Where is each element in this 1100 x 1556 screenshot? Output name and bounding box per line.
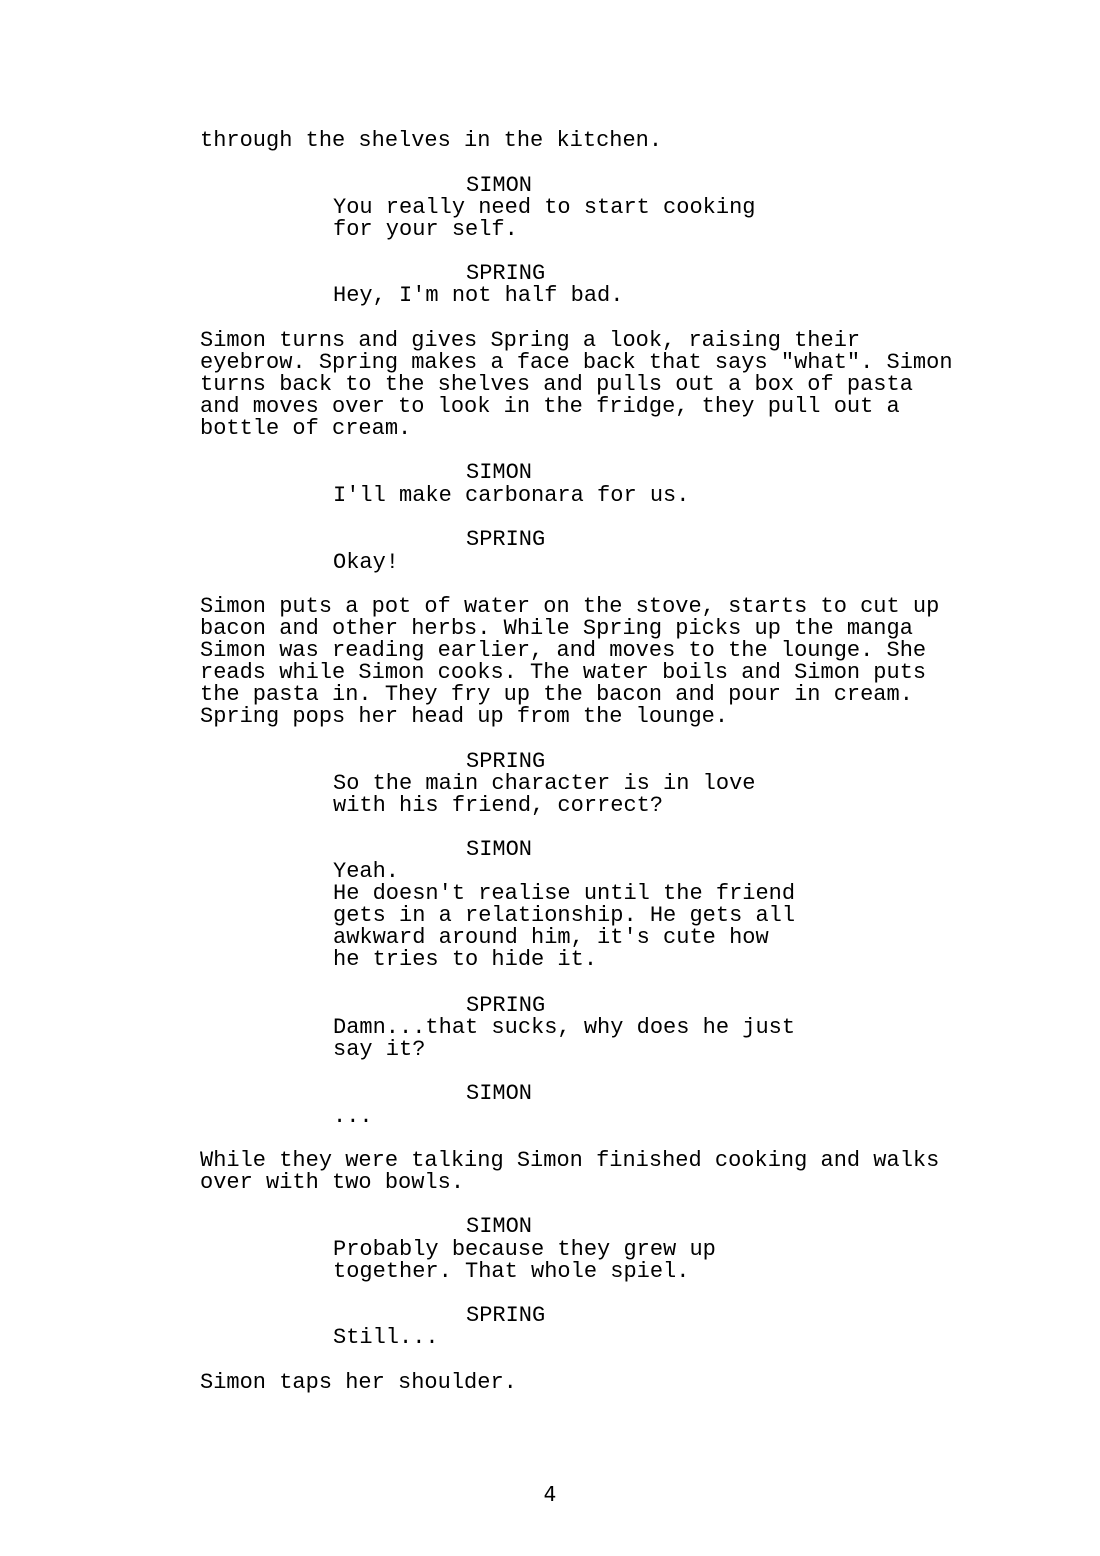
character-name: SIMON <box>466 460 533 485</box>
dialogue: Hey, I'm not half bad. <box>333 283 624 308</box>
dialogue: You really need to start cooking for your self. <box>333 195 756 242</box>
dialogue: I'll make carbonara for us. <box>333 483 690 508</box>
dialogue: Damn...that sucks, why does he just say it? <box>333 1015 796 1062</box>
action-line: through the shelves in the kitchen. <box>200 128 663 153</box>
action-line: Simon puts a pot of water on the stove, starts to cut up bacon and other herbs. While Spring picks up the manga Simon was reading earlier, and moves to the lounge. She reads while Simon cooks. The water boils and Simon puts the pasta in. They fry up the bacon and pour in cream. Spring pops her head up from the lounge. <box>200 594 940 729</box>
dialogue: Okay! <box>333 550 400 575</box>
character-name: SIMON <box>466 1214 533 1239</box>
dialogue: So the main character is in love with his friend, correct? <box>333 771 756 818</box>
action-line: Simon taps her shoulder. <box>200 1370 517 1395</box>
action-line: Simon turns and gives Spring a look, raising their eyebrow. Spring makes a face back that says "what". Simon turns back to the shelves and pulls out a box of pasta and moves over to look in the fridge, they pull out a bottle of cream. <box>200 328 953 441</box>
dialogue: ... <box>333 1104 373 1129</box>
action-line: While they were talking Simon finished cooking and walks over with two bowls. <box>200 1148 940 1195</box>
dialogue: Yeah. He doesn't realise until the friend gets in a relationship. He gets all awkward around him, it's cute how he tries to hide it. <box>333 859 796 972</box>
dialogue: Probably because they grew up together. That whole spiel. <box>333 1237 716 1284</box>
character-name: SPRING <box>466 993 546 1018</box>
character-name: SPRING <box>466 261 546 286</box>
character-name: SIMON <box>466 173 533 198</box>
dialogue: Still... <box>333 1325 439 1350</box>
character-name: SIMON <box>466 1081 533 1106</box>
page-number: 4 <box>543 1482 557 1506</box>
character-name: SPRING <box>466 749 546 774</box>
character-name: SPRING <box>466 1303 546 1328</box>
character-name: SPRING <box>466 527 546 552</box>
character-name: SIMON <box>466 837 533 862</box>
